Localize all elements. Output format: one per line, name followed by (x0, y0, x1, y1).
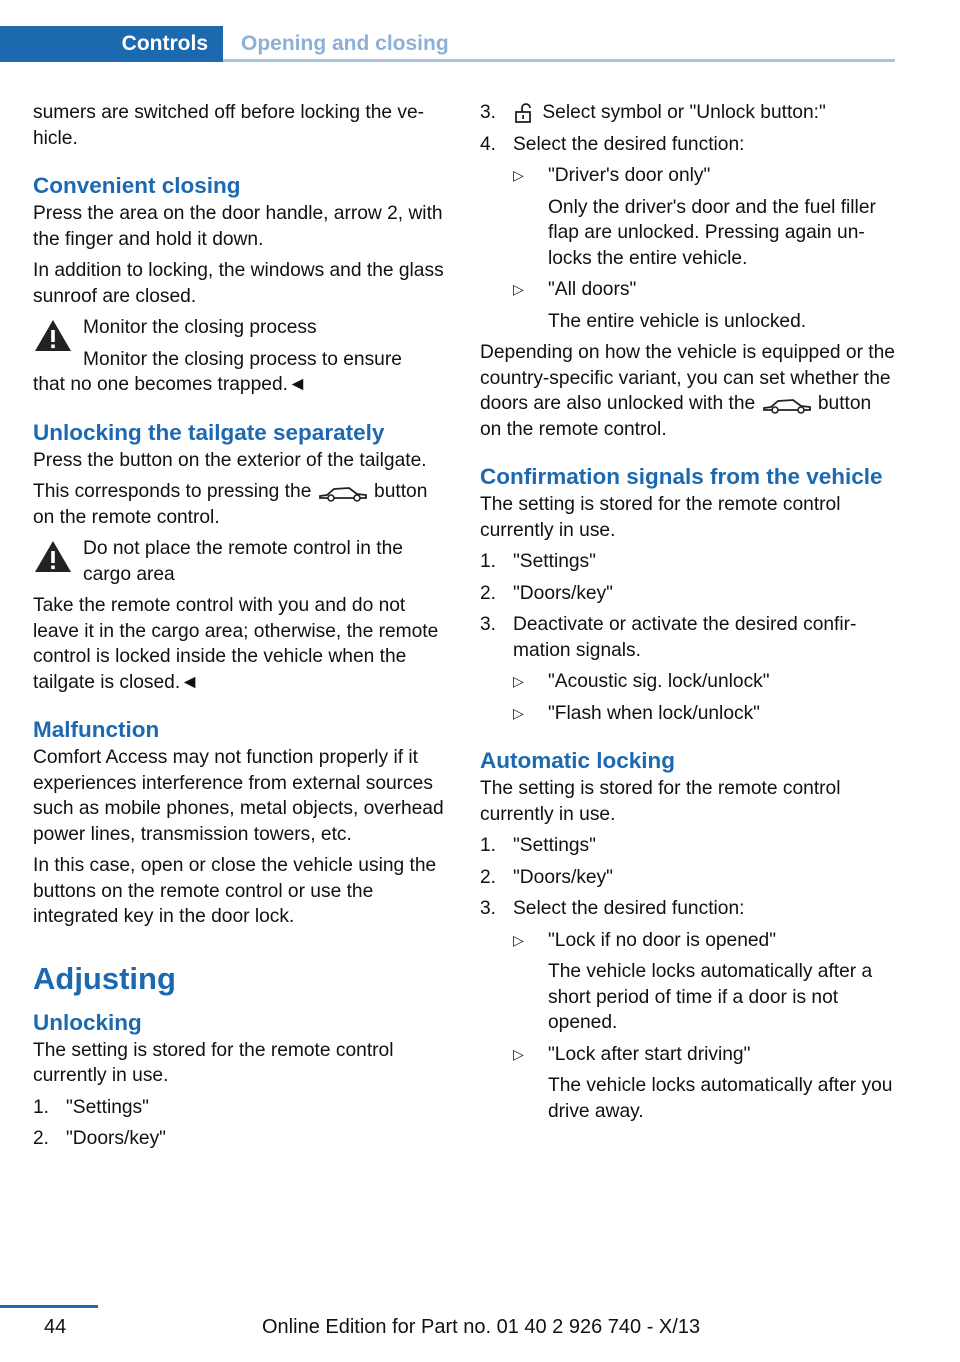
footer-rule (0, 1305, 98, 1308)
list-item: 2. "Doors/key" (480, 582, 613, 604)
automatic-locking-heading: Automatic locking (480, 748, 676, 773)
tailgate-section (33, 418, 450, 696)
list-item: ▷ "Lock if no door is opened" The vehicle locks automatically after a short period of time if a door is not opened. (513, 929, 873, 1033)
list-item: ▷ "Flash when lock/unlock" (513, 701, 895, 727)
unlock-options (513, 163, 895, 334)
list-item: 3. Deactivate or activate the desired confirmation signals. ▷ "Acoustic sig. lock/unlock" ▷ "Flash when lock/unlock" (480, 612, 895, 726)
list-item: 4. Select the desired function: ▷ "Driver's door only" Only the driver's door and the fuel filler flap are unlocked. Pressing again unlocks the entire vehicle. ▷ "All doors" The entire vehicle is unlocked. (480, 132, 895, 335)
confirmation-options (513, 669, 895, 726)
warning-closing-title: Monitor the closing process (83, 317, 317, 338)
automatic-p1: The setting is stored for the remote control currently in use. (480, 778, 841, 825)
page-number: 44 (44, 1316, 67, 1338)
unlocking-p1: The setting is stored for the remote control currently in use. (33, 1039, 394, 1086)
tailgate-p2 (33, 479, 450, 530)
automatic-steps (480, 833, 895, 1124)
confirmation-steps (480, 549, 895, 726)
adjusting-section (33, 958, 450, 1152)
unlocking-heading: Unlocking (33, 1009, 142, 1035)
unlock-steps-cont (480, 100, 895, 334)
adjusting-heading: Adjusting (33, 960, 176, 996)
right-column (480, 100, 895, 1130)
convenient-p2: In addition to locking, the windows and the glass sunroof are closed. (33, 260, 444, 307)
header-rule (223, 59, 895, 62)
bullet-icon: ▷ (513, 1045, 524, 1062)
edition-note: Online Edition for Part no. 01 40 2 926 740 - X/13 (262, 1316, 701, 1338)
malfunction-p2: In this case, open or close the vehicle using the buttons on the remote control or use the integrated key in the door lock. (33, 855, 437, 927)
confirmation-section (480, 462, 895, 726)
car-tailgate-icon (761, 393, 813, 415)
confirmation-heading: Confirmation signals from the vehicle (480, 464, 883, 489)
bullet-icon: ▷ (513, 281, 524, 297)
left-column (33, 100, 450, 1158)
subsection-title: Opening and closing (241, 32, 449, 55)
warning-closing-body-rest: that no one becomes trapped.◄ (33, 374, 307, 395)
page-header (0, 26, 895, 62)
warning-cargo-title: Do not place the remote control in the cargo area (83, 538, 403, 585)
list-item: 3. Select the desired function: ▷ "Lock if no door is opened" The vehicle locks automatically after a short period of time if a door is not opened. ▷ "Lock after start driving" The vehicle locks automatically after you drive away. (480, 896, 895, 1124)
malfunction-section (33, 715, 450, 930)
warning-icon (33, 539, 73, 575)
intro-text: sumers are switched off before locking the vehicle. (33, 102, 425, 149)
list-item: ▷ "Lock after start driving" The vehicle locks automatically after you drive away. (513, 1043, 893, 1122)
confirmation-p1: The setting is stored for the remote control currently in use. (480, 494, 841, 541)
list-item: ▷ "All doors" The entire vehicle is unlocked. (513, 279, 807, 332)
list-item: ▷ "Driver's door only" Only the driver's door and the fuel filler flap are unlocked. Pressing again unlocks the entire vehicle. (513, 165, 876, 269)
warning-cargo (33, 536, 450, 695)
car-tailgate-icon (317, 481, 369, 503)
tailgate-p1: Press the button on the exterior of the tailgate. (33, 449, 427, 471)
unlocking-steps (33, 1095, 450, 1152)
bullet-icon: ▷ (513, 167, 524, 183)
list-item: 2. "Doors/key" (33, 1128, 166, 1149)
list-item: 1. "Settings" (33, 1096, 149, 1118)
bullet-icon: ▷ (513, 931, 524, 948)
tailgate-p2-post: button on the remote control. (33, 481, 428, 528)
warning-closing-body-first: Monitor the closing process to ensure (83, 348, 402, 370)
list-item: ▷ "Acoustic sig. lock/unlock" (513, 669, 895, 695)
bullet-icon: ▷ (513, 673, 524, 689)
malfunction-heading: Malfunction (33, 717, 160, 742)
convenient-closing-section (33, 171, 450, 398)
unlock-symbol-icon (513, 102, 537, 124)
warning-icon (33, 318, 73, 354)
automatic-options (513, 928, 895, 1125)
warning-closing (33, 315, 450, 398)
list-item: 2. "Doors/key" (480, 866, 613, 888)
list-item: 3. Select symbol or "Unlock button:" (480, 102, 826, 123)
depending-paragraph: Depending on how the vehicle is equipped or the country-specific variant, you can set whether the doors are also unlocked with the button on the remote control. (480, 342, 895, 440)
tailgate-p2-pre: This corresponds to pressing the (33, 481, 312, 502)
bullet-icon: ▷ (513, 704, 524, 721)
list-item: 1. "Settings" (480, 835, 596, 856)
section-tab: Controls (0, 26, 223, 62)
convenient-p1: Press the area on the door handle, arrow 2, with the finger and hold it down. (33, 203, 443, 250)
tailgate-heading: Unlocking the tailgate separately (33, 419, 385, 445)
warning-cargo-body: Take the remote control with you and do not leave it in the cargo area; otherwise, the remote control is locked inside the vehicle when the tailgate is closed.◄ (33, 595, 439, 693)
malfunction-p1: Comfort Access may not function properly if it experiences interference from external sources such as mobile phones, metal objects, overhead power lines, transmission towers, etc. (33, 747, 444, 845)
convenient-closing-heading: Convenient closing (33, 173, 241, 198)
automatic-locking-section (480, 746, 895, 1124)
list-item: 1. "Settings" (480, 551, 596, 572)
